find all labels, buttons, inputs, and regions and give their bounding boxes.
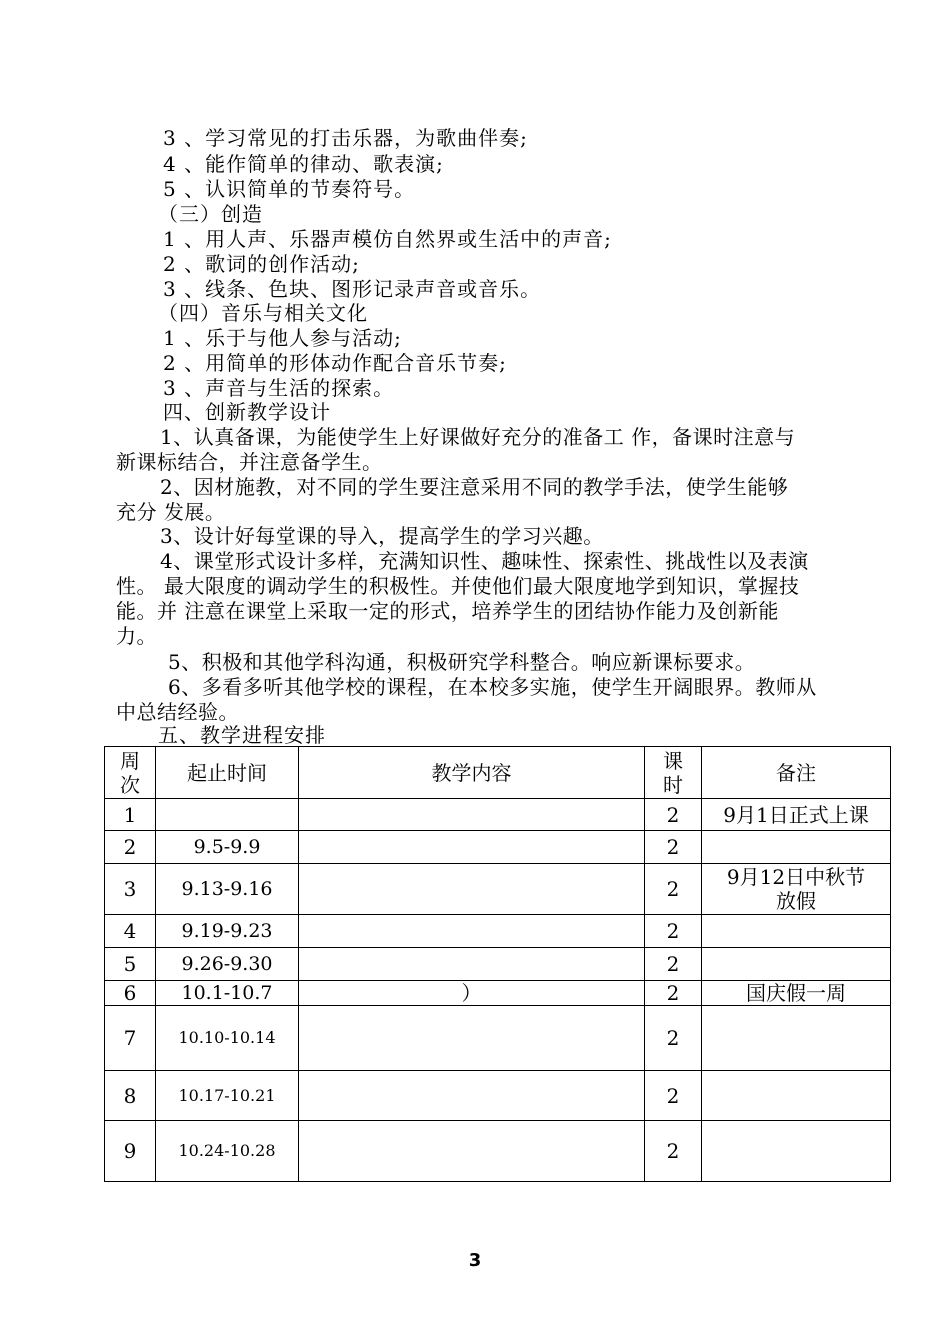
- table-row: [105, 948, 891, 981]
- text-line: 1 、用人声、乐器声模仿自然界或生活中的声音;: [163, 227, 612, 251]
- cell-note: [702, 1071, 891, 1121]
- cell-note: [702, 915, 891, 948]
- table-row: [105, 864, 891, 915]
- cell-hours: 2: [645, 1071, 702, 1121]
- text-line: 充分 发展。: [116, 500, 226, 524]
- text-line: 中总结经验。: [116, 700, 239, 724]
- cell-note: [702, 1121, 891, 1182]
- header-note: 备注: [702, 747, 891, 799]
- table-row: [105, 981, 891, 1006]
- text-line: 5、积极和其他学科沟通，积极研究学科整合。响应新课标要求。: [168, 650, 756, 674]
- header-dates: 起止时间: [156, 747, 299, 799]
- text-line: 力。: [116, 624, 157, 648]
- cell-week: 5: [105, 948, 156, 981]
- section-heading: 四、创新教学设计: [163, 400, 331, 424]
- text-line: 4 、能作简单的律动、歌表演;: [163, 152, 444, 176]
- table-header-row: [105, 747, 891, 799]
- cell-week: 3: [105, 864, 156, 915]
- text-line: 3、设计好每堂课的导入，提高学生的学习兴趣。: [160, 524, 604, 548]
- text-line: 3 、线条、色块、图形记录声音或音乐。: [163, 277, 542, 301]
- table-row: [105, 831, 891, 864]
- cell-hours: 2: [645, 915, 702, 948]
- section-heading: 五、教学进程安排: [158, 723, 326, 747]
- cell-content: [299, 864, 645, 915]
- cell-hours: 2: [645, 1121, 702, 1182]
- cell-dates: [156, 799, 299, 831]
- cell-hours: 2: [645, 831, 702, 864]
- cell-week: 8: [105, 1071, 156, 1121]
- section-heading: （四）音乐与相关文化: [158, 301, 368, 325]
- header-content: 教学内容: [299, 747, 645, 799]
- cell-dates: 10.10-10.14: [156, 1006, 299, 1071]
- text-line: 1 、乐于与他人参与活动;: [163, 326, 402, 350]
- text-line: 性。 最大限度的调动学生的积极性。并使他们最大限度地学到知识，掌握技: [116, 574, 800, 598]
- cell-content: [299, 915, 645, 948]
- header-hours: 课时: [645, 747, 702, 799]
- cell-week: 1: [105, 799, 156, 831]
- cell-week: 2: [105, 831, 156, 864]
- cell-dates: 10.17-10.21: [156, 1071, 299, 1121]
- cell-content: [299, 1006, 645, 1071]
- cell-dates: 9.5-9.9: [156, 831, 299, 864]
- text-line: 3 、声音与生活的探索。: [163, 376, 395, 400]
- cell-hours: 2: [645, 864, 702, 915]
- text-line: 4、课堂形式设计多样，充满知识性、趣味性、探索性、挑战性以及表演: [160, 549, 809, 573]
- cell-hours: 2: [645, 948, 702, 981]
- table-row: [105, 915, 891, 948]
- text-line: 1、认真备课，为能使学生上好课做好充分的准备工 作，备课时注意与: [160, 425, 796, 449]
- cell-content: [299, 831, 645, 864]
- cell-week: 7: [105, 1006, 156, 1071]
- text-line: 2 、用简单的形体动作配合音乐节奏;: [163, 351, 507, 375]
- schedule-table: [104, 746, 891, 1182]
- cell-week: 4: [105, 915, 156, 948]
- cell-week: 9: [105, 1121, 156, 1182]
- cell-note: [702, 948, 891, 981]
- text-line: 5 、认识简单的节奏符号。: [163, 177, 416, 201]
- section-heading: （三）创造: [158, 202, 263, 226]
- table-row: [105, 1121, 891, 1182]
- cell-dates: 9.26-9.30: [156, 948, 299, 981]
- text-line: 2 、歌词的创作活动;: [163, 252, 360, 276]
- cell-dates: 10.1-10.7: [156, 981, 299, 1006]
- header-week: 周次: [105, 747, 156, 799]
- cell-content: ）: [299, 981, 645, 1006]
- cell-dates: 10.24-10.28: [156, 1121, 299, 1182]
- table-row: [105, 1071, 891, 1121]
- cell-hours: 2: [645, 799, 702, 831]
- cell-dates: 9.19-9.23: [156, 915, 299, 948]
- cell-hours: 2: [645, 981, 702, 1006]
- cell-content: [299, 948, 645, 981]
- cell-week: 6: [105, 981, 156, 1006]
- cell-dates: 9.13-9.16: [156, 864, 299, 915]
- page-number: 3: [468, 1250, 482, 1271]
- table-row: [105, 799, 891, 831]
- cell-content: [299, 1121, 645, 1182]
- cell-note: 国庆假一周: [702, 981, 891, 1006]
- text-line: 新课标结合，并注意备学生。: [116, 450, 383, 474]
- cell-note: 9月1日正式上课: [702, 799, 891, 831]
- text-line: 6、多看多听其他学校的课程，在本校多实施，使学生开阔眼界。教师从: [168, 675, 817, 699]
- cell-note: [702, 1006, 891, 1071]
- cell-content: [299, 799, 645, 831]
- cell-note: 9月12日中秋节放假: [702, 864, 891, 915]
- text-line: 3 、学习常见的打击乐器，为歌曲伴奏;: [163, 126, 528, 150]
- text-line: 能。并 注意在课堂上采取一定的形式，培养学生的团结协作能力及创新能: [116, 599, 779, 623]
- table-row: [105, 1006, 891, 1071]
- text-line: 2、因材施教，对不同的学生要注意采用不同的教学手法，使学生能够: [160, 475, 789, 499]
- cell-note: [702, 831, 891, 864]
- cell-content: [299, 1071, 645, 1121]
- cell-hours: 2: [645, 1006, 702, 1071]
